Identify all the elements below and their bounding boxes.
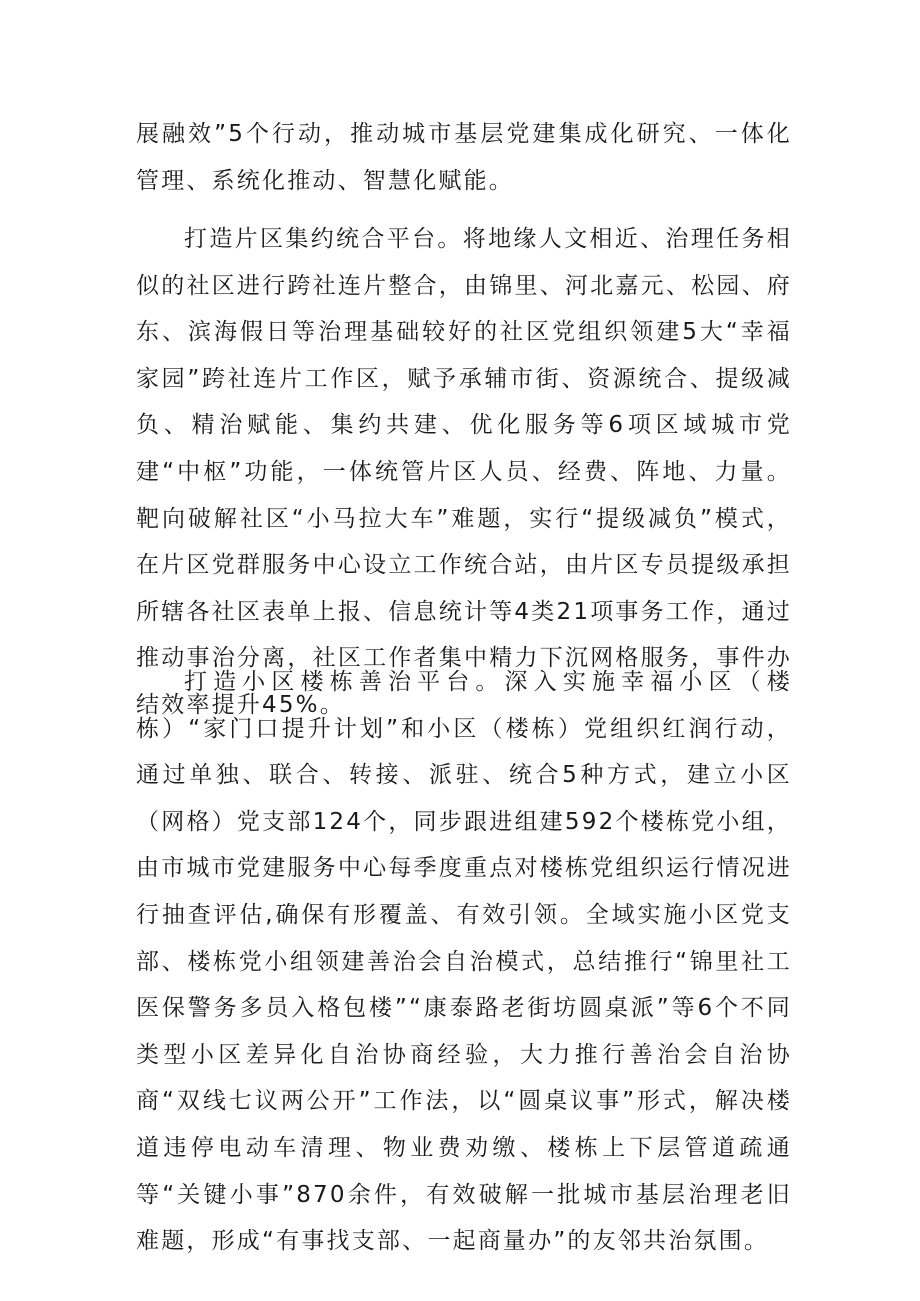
paragraph-continuation: 展融效”5个行动，推动城市基层党建集成化研究、一体化管理、系统化推动、智慧化赋能。 — [136, 121, 792, 194]
paragraph-district-platform: 打造片区集约统合平台。将地缘人文相近、治理任务相似的社区进行跨社连片整合，由锦里、河北嘉元、松园、府东、滨海假日等治理基础较好的社区党组织领建5大“幸福家园”跨社连片工作区，赋予承辅市街、资源统合、提级减负、精治赋能、集约共建、优化服务等6项区域城市党建“中枢”功能，一体统管片区人员、经费、阵地、力量。靶向破解社区“小马拉大车”难题，实行“提级减负”模式，在片区党群服务中心设立工作统合站，由片区专员提级承担所辖各社区表单上报、信息统计等4类21项事务工作，通过推动事治分离，社区工作者集中精力下沉网格服务，事件办结效率提升45%。 — [136, 226, 792, 718]
paragraph-building-platform: 打造小区楼栋善治平台。深入实施幸福小区（楼栋）“家门口提升计划”和小区（楼栋）党组织红润行动，通过单独、联合、转接、派驻、统合5种方式，建立小区（网格）党支部124个，同步跟进组建592个楼栋党小组，由市城市党建服务中心每季度重点对楼栋党组织运行情况进行抽查评估,确保有形覆盖、有效引领。全域实施小区党支部、楼栋党小组领建善治会自治模式，总结推行“锦里社工医保警务多员入格包楼”“康泰路老街坊圆桌派”等6个不同类型小区差异化自治协商经验，大力推行善治会自治协商“双线七议两公开”工作法，以“圆桌议事”形式，解决楼道违停电动车清理、物业费劝缴、楼栋上下层管道疏通等“关键小事”870余件，有效破解一批城市基层治理老旧难题，形成“有事找支部、一起商量办”的友邻共治氛围。 — [136, 669, 792, 1255]
